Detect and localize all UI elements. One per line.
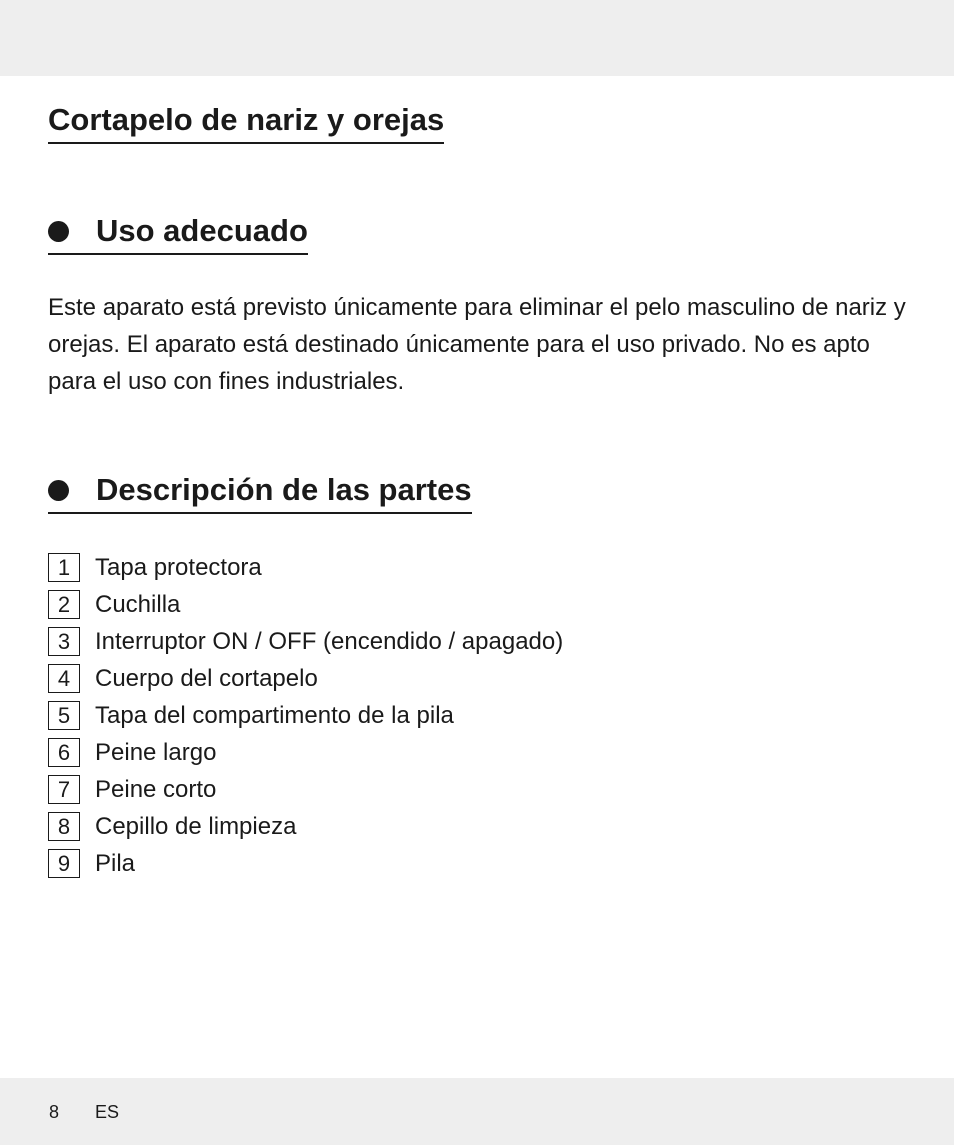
- part-item: [48, 845, 563, 882]
- page-title: Cortapelo de nariz y orejas: [48, 100, 444, 144]
- header-band: [0, 0, 954, 76]
- page-number: 8: [49, 1102, 60, 1122]
- part-label: Cepillo de limpieza: [95, 813, 297, 840]
- part-number-box: 8: [48, 812, 80, 841]
- part-number-box: 1: [48, 553, 80, 582]
- part-label: Pila: [95, 850, 136, 877]
- part-number-box: 9: [48, 849, 80, 878]
- part-number-box: 5: [48, 701, 80, 730]
- part-item: [48, 771, 563, 808]
- part-label: Cuerpo del cortapelo: [95, 665, 318, 692]
- part-label: Tapa protectora: [95, 554, 262, 581]
- footer-band: [0, 1078, 954, 1145]
- part-item: [48, 808, 563, 845]
- section-heading-text: Descripción de las partes: [96, 472, 472, 507]
- part-label: Cuchilla: [95, 591, 181, 618]
- part-number-box: 6: [48, 738, 80, 767]
- part-item: [48, 549, 563, 586]
- part-label: Peine corto: [95, 776, 217, 803]
- section-heading-descripcion: [48, 470, 472, 514]
- section-heading-uso: [48, 211, 308, 255]
- part-item: [48, 623, 563, 660]
- part-label: Tapa del compartimento de la pila: [95, 702, 454, 729]
- bullet-icon: [48, 480, 69, 501]
- bullet-icon: [48, 221, 69, 242]
- section-heading-text: Uso adecuado: [96, 213, 308, 248]
- part-label: Interruptor ON / OFF (encendido / apagado): [95, 628, 564, 655]
- part-item: [48, 660, 563, 697]
- part-item: [48, 697, 563, 734]
- part-label: Peine largo: [95, 739, 217, 766]
- part-number-box: 2: [48, 590, 80, 619]
- part-item: [48, 734, 563, 771]
- part-number-box: 7: [48, 775, 80, 804]
- part-number-box: 3: [48, 627, 80, 656]
- part-item: [48, 586, 563, 623]
- uso-paragraph: Este aparato está previsto únicamente para eliminar el pelo masculino de nariz y orejas. El aparato está destinado únicamente para el uso privado. No es apto para el uso con fines industriales.: [48, 294, 906, 395]
- part-number-box: 4: [48, 664, 80, 693]
- language-code: ES: [95, 1102, 120, 1122]
- parts-list: [48, 549, 563, 882]
